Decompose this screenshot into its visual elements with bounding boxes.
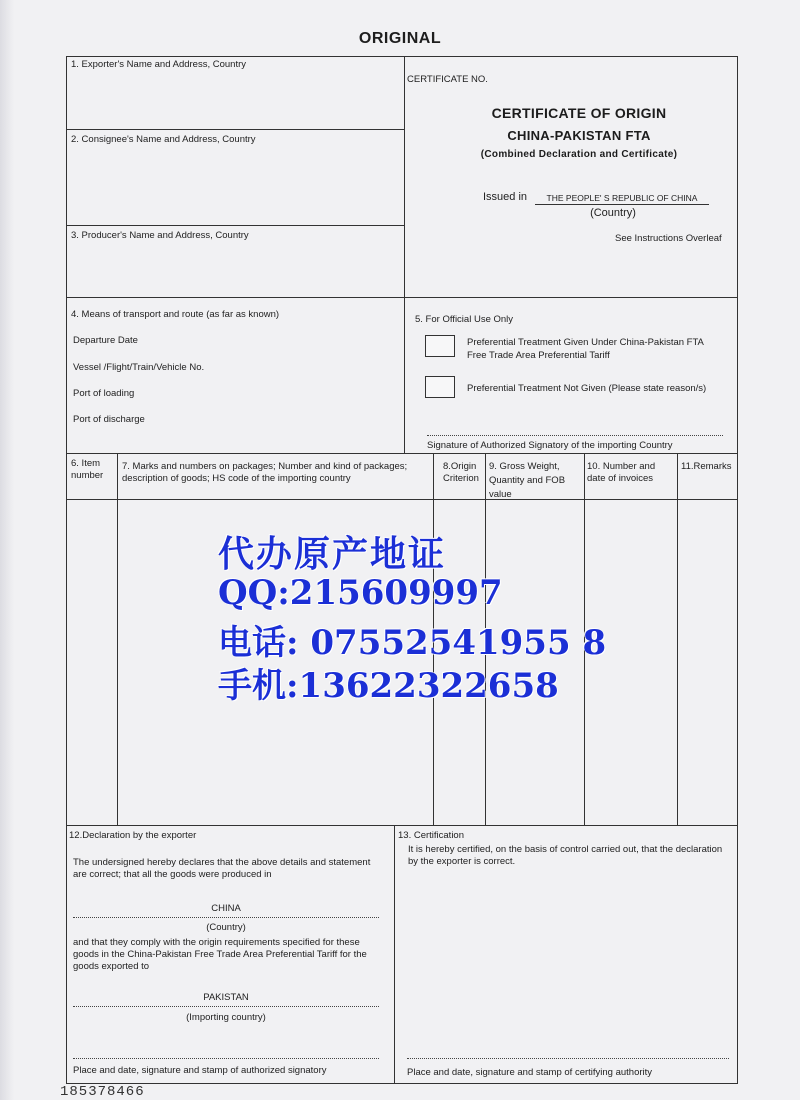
- certificate-no-label: CERTIFICATE NO.: [407, 74, 488, 85]
- issued-country-label: (Country): [590, 207, 636, 219]
- col-invoices-line1: 10. Number and: [587, 461, 656, 472]
- watermark-line-agency: 代办原产地证: [218, 533, 447, 575]
- signature-dotted-line: [427, 435, 723, 436]
- col-marks-line1: 7. Marks and numbers on packages; Number and kind of packages;: [122, 461, 408, 472]
- authority-signature-label: Place and date, signature and stamp of certifying authority: [407, 1067, 653, 1078]
- certificate-title: CERTIFICATE OF ORIGIN: [491, 105, 667, 121]
- col-origin-line1: 8.Origin: [443, 461, 477, 472]
- table-col-divider-5: [677, 453, 678, 825]
- preferential-given-line2: Free Trade Area Preferential Tariff: [467, 350, 610, 361]
- issued-in-value: THE PEOPLE' S REPUBLIC OF CHINA: [535, 192, 709, 205]
- certification-title: 13. Certification: [398, 830, 465, 841]
- certificate-subtitle-combined: (Combined Declaration and Certificate): [480, 149, 678, 160]
- produced-in-country: CHINA: [211, 903, 241, 914]
- issued-in-label: Issued in: [483, 191, 528, 203]
- departure-date-label: Departure Date: [73, 335, 138, 346]
- divider-table-bottom: [67, 825, 737, 826]
- col-weight-line3: value: [489, 489, 512, 500]
- box1-label: 1. Exporter's Name and Address, Country: [71, 59, 247, 70]
- declaration-text-line4: goods in the China-Pakistan Free Trade Area Preferential Tariff for the: [73, 949, 367, 960]
- watermark-line-qq: QQ:215609997: [218, 573, 503, 613]
- serial-number: 185378466: [60, 1084, 145, 1100]
- col-marks-line2: description of goods; HS code of the importing country: [122, 473, 351, 484]
- declaration-text-line3: and that they comply with the origin requirements specified for these: [73, 937, 360, 948]
- divider-box2-box3: [67, 225, 404, 226]
- declaration-text-line2: are correct; that all the goods were produced in: [73, 869, 272, 880]
- country-label: (Country): [206, 922, 246, 933]
- declaration-text-line5: goods exported to: [73, 961, 150, 972]
- watermark-line-phone: 电话: 07552541955 8: [218, 623, 607, 663]
- importing-signatory-label: Signature of Authorized Signatory of the importing Country: [427, 440, 673, 451]
- divider-table-header: [67, 499, 737, 500]
- declaration-text-line1: The undersigned hereby declares that the above details and statement: [73, 857, 371, 868]
- preferential-not-given-label: Preferential Treatment Not Given (Please state reason/s): [467, 383, 707, 394]
- certification-text-line2: by the exporter is correct.: [408, 856, 516, 867]
- paper-edge: [0, 0, 14, 1100]
- box5-label: 5. For Official Use Only: [415, 314, 514, 325]
- importing-country-dotted-line: [73, 1006, 379, 1007]
- col-origin-line2: Criterion: [443, 473, 479, 484]
- exporter-signature-label: Place and date, signature and stamp of authorized signatory: [73, 1065, 327, 1076]
- declaration-title: 12.Declaration by the exporter: [69, 830, 197, 841]
- port-discharge-label: Port of discharge: [73, 414, 145, 425]
- col-item-number-line2: number: [71, 470, 104, 481]
- col-weight-line2: Quantity and FOB: [489, 475, 566, 486]
- col-remarks: 11.Remarks: [681, 461, 732, 472]
- preferential-given-line1: Preferential Treatment Given Under China-Pakistan FTA: [467, 337, 704, 348]
- page-title: ORIGINAL: [358, 30, 442, 47]
- vessel-label: Vessel /Flight/Train/Vehicle No.: [73, 362, 205, 373]
- preferential-given-checkbox[interactable]: [425, 335, 455, 357]
- importing-country-value: PAKISTAN: [203, 992, 249, 1003]
- col-invoices-line2: date of invoices: [587, 473, 654, 484]
- table-col-divider-1: [117, 453, 118, 825]
- divider-top-section: [67, 297, 737, 298]
- importing-country-label: (Importing country): [186, 1012, 266, 1023]
- col-weight-line1: 9. Gross Weight,: [489, 461, 560, 472]
- port-loading-label: Port of loading: [73, 388, 135, 399]
- divider-table-top: [67, 453, 737, 454]
- certificate-subtitle-fta: CHINA-PAKISTAN FTA: [507, 128, 651, 143]
- box3-label: 3. Producer's Name and Address, Country: [71, 230, 249, 241]
- box2-label: 2. Consignee's Name and Address, Country: [71, 134, 256, 145]
- instructions-note: See Instructions Overleaf: [615, 233, 722, 244]
- box4-label: 4. Means of transport and route (as far as known): [71, 309, 280, 320]
- authority-signature-dotted-line: [407, 1058, 729, 1059]
- divider-box12-box13: [394, 825, 395, 1083]
- country-dotted-line: [73, 917, 379, 918]
- exporter-signature-dotted-line: [73, 1058, 379, 1059]
- col-item-number-line1: 6. Item: [71, 458, 101, 469]
- preferential-not-given-checkbox[interactable]: [425, 376, 455, 398]
- watermark-line-mobile: 手机:13622322658: [218, 666, 559, 706]
- divider-box1-box2: [67, 129, 404, 130]
- certification-text-line1: It is hereby certified, on the basis of control carried out, that the declaration: [408, 844, 723, 855]
